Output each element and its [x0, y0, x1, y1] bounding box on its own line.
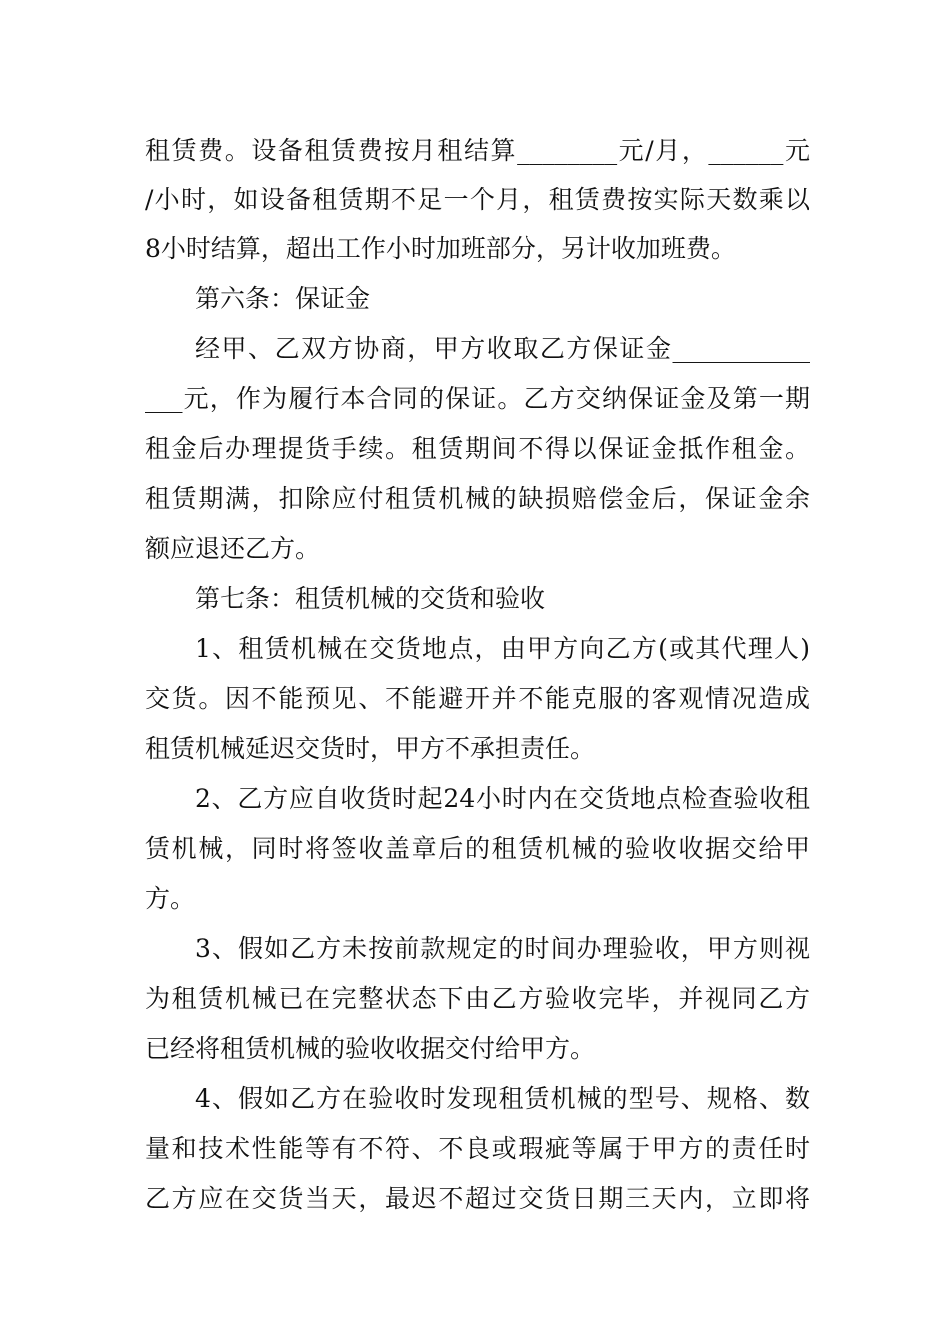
section-heading: 第七条：租赁机械的交货和验收 — [195, 584, 546, 613]
text-line: 赁机械，同时将签收盖章后的租赁机械的验收收据交给甲 — [145, 834, 810, 863]
text-line: 租赁费。设备租赁费按月租结算________元/月，______元 — [145, 136, 810, 165]
text-line: 3、假如乙方未按前款规定的时间办理验收，甲方则视 — [195, 934, 810, 963]
section-heading: 第六条：保证金 — [195, 284, 371, 313]
text-line: 已经将租赁机械的验收收据交付给甲方。 — [145, 1034, 596, 1063]
text-line: 租金后办理提货手续。租赁期间不得以保证金抵作租金。 — [145, 434, 810, 463]
text-line: 1、租赁机械在交货地点，由甲方向乙方(或其代理人) — [195, 634, 810, 663]
text-line: 经甲、乙双方协商，甲方收取乙方保证金___________ — [195, 334, 810, 363]
text-line: 乙方应在交货当天，最迟不超过交货日期三天内，立即将 — [145, 1184, 810, 1213]
text-line: 量和技术性能等有不符、不良或瑕疵等属于甲方的责任时 — [145, 1134, 810, 1163]
text-line: 额应退还乙方。 — [145, 534, 321, 563]
text-line: 交货。因不能预见、不能避开并不能克服的客观情况造成 — [145, 684, 810, 713]
text-line: 租赁机械延迟交货时，甲方不承担责任。 — [145, 734, 596, 763]
text-line: 4、假如乙方在验收时发现租赁机械的型号、规格、数 — [195, 1084, 810, 1113]
text-line: /小时，如设备租赁期不足一个月，租赁费按实际天数乘以 — [145, 185, 810, 214]
text-line: 方。 — [145, 884, 196, 913]
text-line: 2、乙方应自收货时起24小时内在交货地点检查验收租 — [195, 784, 810, 813]
text-line: ___元，作为履行本合同的保证。乙方交纳保证金及第一期 — [145, 384, 810, 413]
text-line: 为租赁机械已在完整状态下由乙方验收完毕，并视同乙方 — [145, 984, 810, 1013]
text-line: 8小时结算，超出工作小时加班部分，另计收加班费。 — [145, 234, 736, 263]
text-line: 租赁期满，扣除应付租赁机械的缺损赔偿金后，保证金余 — [145, 484, 810, 513]
